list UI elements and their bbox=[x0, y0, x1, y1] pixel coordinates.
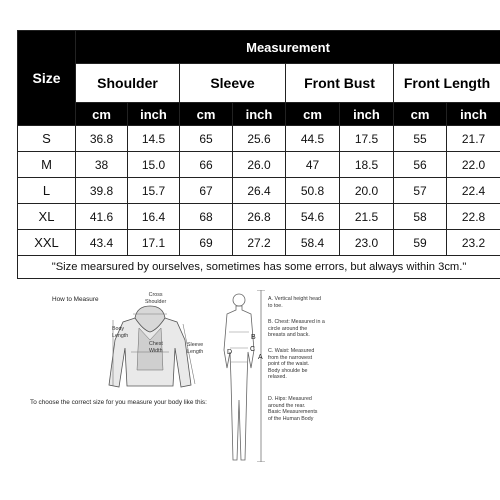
value-cell: 57 bbox=[394, 178, 447, 204]
unit-cm: cm bbox=[286, 103, 340, 126]
body-length-line1: Body bbox=[112, 326, 125, 332]
how-to-measure-title: How to Measure bbox=[52, 296, 99, 303]
unit-inch: inch bbox=[340, 103, 394, 126]
height-bar-illustration bbox=[256, 290, 266, 462]
note-c-line5: relaxed. bbox=[268, 374, 287, 381]
value-cell: 25.6 bbox=[233, 126, 286, 152]
value-cell: 15.0 bbox=[128, 152, 180, 178]
value-cell: 50.8 bbox=[286, 178, 340, 204]
value-cell: 38 bbox=[76, 152, 128, 178]
unit-cm: cm bbox=[76, 103, 128, 126]
size-header: Size bbox=[18, 31, 76, 126]
value-cell: 56 bbox=[394, 152, 447, 178]
cross-shoulder-line1: Cross bbox=[148, 292, 163, 298]
table-row bbox=[18, 204, 500, 230]
value-cell: 16.4 bbox=[128, 204, 180, 230]
size-cell: M bbox=[18, 152, 76, 178]
front-length-header: Front Length bbox=[394, 64, 500, 103]
letter-d: D bbox=[227, 349, 233, 356]
sleeve-length-line1: Sleeve bbox=[187, 342, 204, 348]
cross-shoulder-line2: Shoulder bbox=[145, 298, 167, 305]
note-b-line3: breasts and back. bbox=[268, 332, 310, 339]
note-a-line2: to toe. bbox=[268, 302, 283, 309]
letter-b: B bbox=[251, 334, 256, 341]
size-cell: S bbox=[18, 126, 76, 152]
value-cell: 36.8 bbox=[76, 126, 128, 152]
size-chart bbox=[17, 30, 500, 279]
size-cell: L bbox=[18, 178, 76, 204]
note-a bbox=[268, 296, 321, 309]
value-cell: 66 bbox=[180, 152, 233, 178]
sleeve-length-label bbox=[187, 342, 203, 355]
value-cell: 17.1 bbox=[128, 230, 180, 256]
value-cell: 27.2 bbox=[233, 230, 286, 256]
value-cell: 26.8 bbox=[233, 204, 286, 230]
value-cell: 17.5 bbox=[340, 126, 394, 152]
value-cell: 21.5 bbox=[340, 204, 394, 230]
value-cell: 22.0 bbox=[447, 152, 500, 178]
front-bust-header: Front Bust bbox=[286, 64, 394, 103]
note-c bbox=[268, 348, 314, 381]
value-cell: 20.0 bbox=[340, 178, 394, 204]
note-d-line1: D. Hips: Measured bbox=[268, 396, 312, 402]
body-length-line2: Length bbox=[112, 332, 129, 339]
letter-c: C bbox=[250, 346, 256, 353]
table-row bbox=[18, 230, 500, 256]
note-b bbox=[268, 319, 325, 339]
value-cell: 68 bbox=[180, 204, 233, 230]
value-cell: 59 bbox=[394, 230, 447, 256]
size-table bbox=[17, 30, 500, 279]
note-d-line3: Basic Measurements bbox=[268, 409, 318, 416]
note-b-line2: circle around the bbox=[268, 325, 308, 332]
table-row bbox=[18, 126, 500, 152]
chest-width-line2: Width bbox=[149, 347, 163, 354]
cross-shoulder-label bbox=[145, 292, 166, 305]
note-c-line3: point of the waist. bbox=[268, 361, 310, 368]
value-cell: 21.7 bbox=[447, 126, 500, 152]
unit-cm: cm bbox=[180, 103, 233, 126]
size-cell: XXL bbox=[18, 230, 76, 256]
value-cell: 18.5 bbox=[340, 152, 394, 178]
body-figure-illustration bbox=[218, 290, 260, 465]
note-d-line2: around the rear. bbox=[268, 402, 306, 409]
value-cell: 58.4 bbox=[286, 230, 340, 256]
table-row bbox=[18, 178, 500, 204]
value-cell: 69 bbox=[180, 230, 233, 256]
note-d-line4: of the Human Body bbox=[268, 415, 314, 422]
size-note: "Size mearsured by ourselves, sometimes has some errors, but always within 3cm." bbox=[18, 256, 500, 279]
chest-width-label bbox=[149, 341, 163, 354]
instruction-text: To choose the correct size for you measure your body like this: bbox=[30, 399, 207, 406]
value-cell: 55 bbox=[394, 126, 447, 152]
value-cell: 26.0 bbox=[233, 152, 286, 178]
value-cell: 43.4 bbox=[76, 230, 128, 256]
size-cell: XL bbox=[18, 204, 76, 230]
sleeve-length-line2: Length bbox=[187, 348, 204, 355]
unit-inch: inch bbox=[128, 103, 180, 126]
value-cell: 15.7 bbox=[128, 178, 180, 204]
value-cell: 54.6 bbox=[286, 204, 340, 230]
value-cell: 22.4 bbox=[447, 178, 500, 204]
unit-cm: cm bbox=[394, 103, 447, 126]
value-cell: 22.8 bbox=[447, 204, 500, 230]
shoulder-header: Shoulder bbox=[76, 64, 180, 103]
note-a-line1: A. Vertical height head bbox=[268, 296, 322, 302]
chest-width-line1: Chest bbox=[149, 341, 163, 347]
measurement-header: Measurement bbox=[76, 31, 500, 64]
measurement-diagram bbox=[0, 286, 500, 486]
unit-inch: inch bbox=[447, 103, 500, 126]
value-cell: 23.0 bbox=[340, 230, 394, 256]
value-cell: 65 bbox=[180, 126, 233, 152]
value-cell: 44.5 bbox=[286, 126, 340, 152]
value-cell: 67 bbox=[180, 178, 233, 204]
note-c-line4: Body shoulde be bbox=[268, 367, 308, 374]
note-d bbox=[268, 396, 317, 422]
value-cell: 58 bbox=[394, 204, 447, 230]
value-cell: 39.8 bbox=[76, 178, 128, 204]
value-cell: 26.4 bbox=[233, 178, 286, 204]
value-cell: 41.6 bbox=[76, 204, 128, 230]
note-c-line1: C. Waist: Measured bbox=[268, 348, 315, 354]
unit-inch: inch bbox=[233, 103, 286, 126]
letter-a: A bbox=[258, 354, 263, 361]
value-cell: 47 bbox=[286, 152, 340, 178]
sleeve-header: Sleeve bbox=[180, 64, 286, 103]
note-c-line2: from the narrowest bbox=[268, 354, 313, 361]
value-cell: 23.2 bbox=[447, 230, 500, 256]
value-cell: 14.5 bbox=[128, 126, 180, 152]
note-b-line1: B. Chest: Measured in a bbox=[268, 319, 325, 325]
body-length-label bbox=[112, 326, 128, 339]
table-row bbox=[18, 152, 500, 178]
